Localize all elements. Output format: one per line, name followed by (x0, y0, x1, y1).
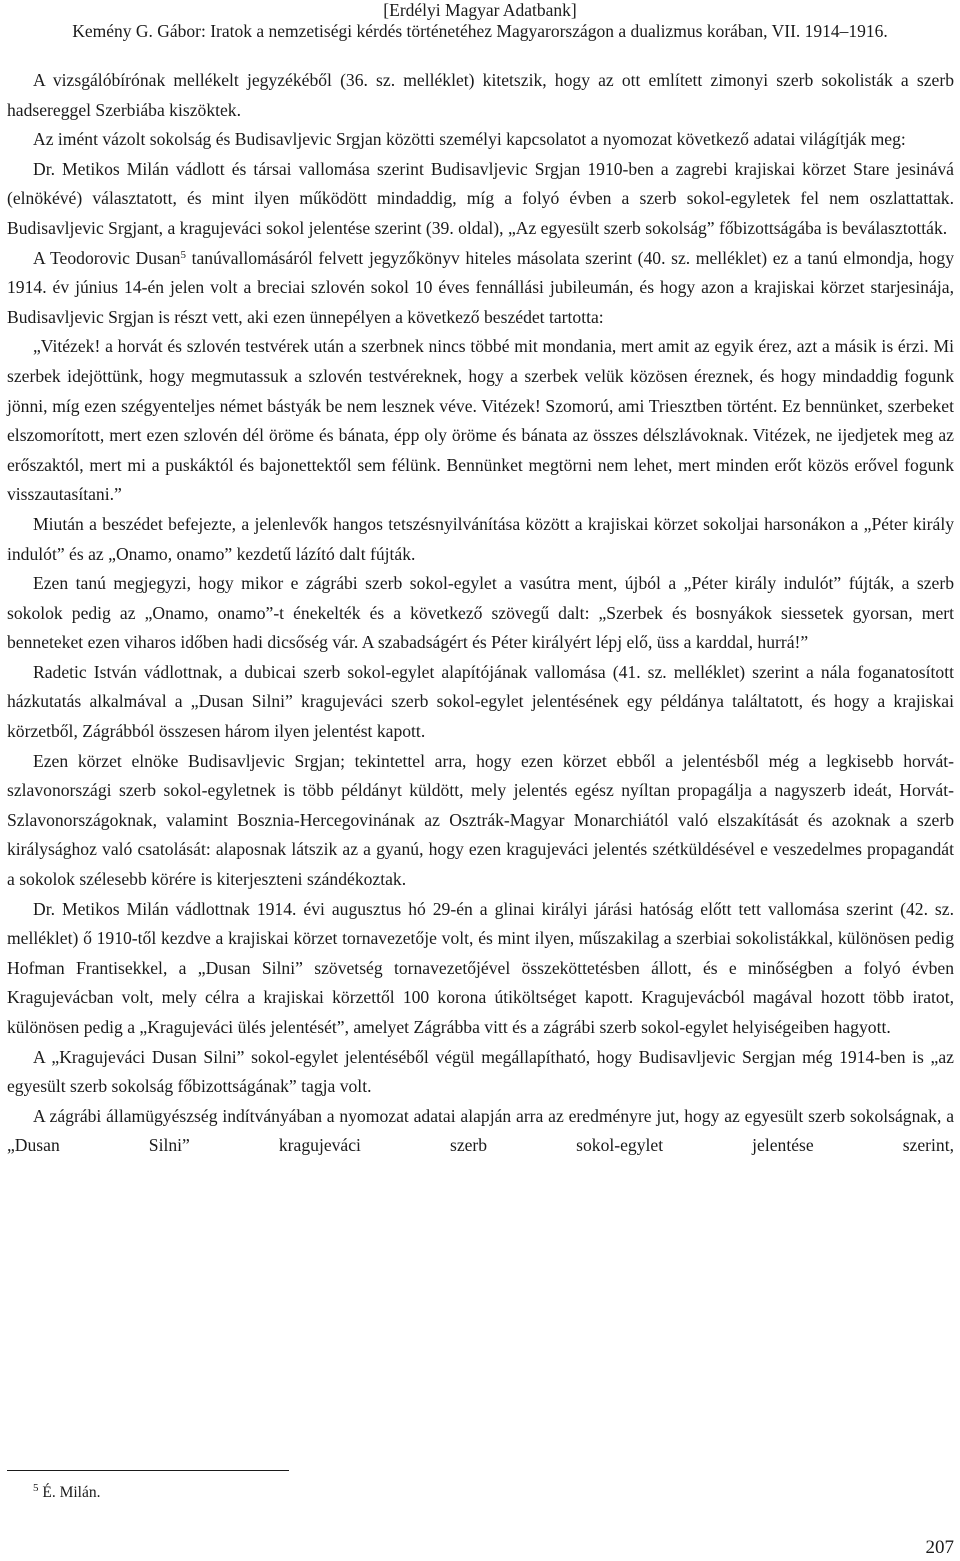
paragraph-text: tanúvallomásáról felvett jegyzőkönyv hiteles másolata szerint (40. sz. melléklet) ez a tanú elmondja, hogy 1914. év június 14-én jelen volt a breciai szlovén sokol 10 éves fennállási jubileumán, és hogy azon a krajiskai körzet starjesinája, Budisavljevic Srgjan is részt vett, aki ezen ünnepélyen a következő beszédet tartotta: (7, 247, 954, 327)
paragraph: „Vitézek! a horvát és szlovén testvérek után a szerbnek nincs többé mit mondania, mert amit az egyik érez, azt a másik is érzi. Mi szerbek idejöttünk, hogy megmutassuk a szlovén testvéreknek, hogy a szerbek velük közösen éreznek, és hogy mindaddig fogunk jönni, míg ezen szégyenteljes német bástyák be nem lesznek véve. Vitézek! Szomorú, ami Triesztben történt. Ez bennünket, szerbeket elszomorított, mert ezen szlovén dél öröme és bánata, épp oly öröme és bánata az összes délszlávoknak. Vitézek, ne ijedjetek meg az erőszaktól, mert mi a puskáktól és bajonettektől sem félünk. Bennünket megtörni nem lehet, mert minden erőt közös erővel fogunk visszautasítani.” (7, 336, 954, 505)
page-header (0, 0, 960, 42)
paragraph: Az imént vázolt sokolság és Budisavljevic Srgjan közötti személyi kapcsolatot a nyomozat következő adatai világítják meg: (33, 129, 906, 150)
paragraph: A zágrábi államügyészség indítványában a nyomozat adatai alapján arra az eredményre jut, hogy az egyesült szerb sokolságnak, a „Dusan Silni” kragujeváci szerb sokol-egylet jelentése szerint, (7, 1105, 954, 1156)
footnote-text: É. Milán. (42, 1484, 101, 1501)
paragraph: Dr. Metikos Milán vádlott és társai vallomása szerint Budisavljevic Srgjan 1910-ben a zagrebi krajiskai körzet Stare jesinává (elnökévé) választatott, és mint ilyen működött mindaddig, míg a folyó évben a szerb sokol-egyletek fel nem oszlattattak. Budisavljevic Srgjant, a kragujeváci sokol jelentése szerint (39. oldal), „Az egyesült szerb sokolság” főbizottságába is beválasztották. (7, 158, 954, 238)
paragraph: Miután a beszédet befejezte, a jelenlevők hangos tetszésnyilvánítása között a krajiskai körzet sokoljai harsonákon a „Péter király indulót” és az „Onamo, onamo” kezdetű lázító dalt fújták. (7, 513, 954, 564)
footnote-divider (7, 1470, 289, 1471)
document-body (7, 66, 954, 1161)
paragraph: Ezen körzet elnöke Budisavljevic Srgjan; tekintettel arra, hogy ezen körzet ebből a jelentésből még a legkisebb horvát-szlavonországi szerb sokol-egyletnek is több példányt küldött, mely jelentés egész nyíltan propagálja a nagyszerb ideát, Horvát-Szlavonországoknak, valamint Bosznia-Hercegovinának az Osztrák-Magyar Monarchiától való elszakítását és azoknak a szerb királysághoz való csatolását: alaposnak látszik az a gyanú, hogy ezen kragujeváci jelentés szétküldésével e veszedelmes propagandát a sokolok szélesebb körére is kiterjeszteni szándékoztak. (7, 750, 954, 890)
paragraph: A „Kragujeváci Dusan Silni” sokol-egylet jelentéséből végül megállapítható, hogy Budisavljevic Sergjan még 1914-ben is „az egyesült szerb sokolság főbizottságának” tagja volt. (7, 1046, 954, 1097)
paragraph: A vizsgálóbírónak mellékelt jegyzékéből (36. sz. melléklet) kitetszik, hogy az ott említett zimonyi szerb sokolisták a szerb hadsereggel Szerbiába kiszöktek. (7, 70, 954, 120)
header-source: [Erdélyi Magyar Adatbank] (383, 0, 577, 20)
paragraph: Dr. Metikos Milán vádlottnak 1914. évi augusztus hó 29-én a glinai királyi járási hatóság előtt tett vallomása szerint (42. sz. melléklet) ő 1910-től kezdve a krajiskai körzet tornavezetője volt, és mint ilyen, műszakilag a szerbiai sokolistákkal, különösen pedig Hofman Frantisekkel, a „Dusan Silni” szövetség tornavezetőjével összeköttetésben állott, és e minőségben a folyó évben Kragujevácban volt, mely célra a krajiskai körzettől 100 korona útiköltséget kapott. Kragujevácból magával hozott több iratot, különösen pedig a „Kragujeváci ülés jelentését”, amelyet Zágrábba vitt és a zágrábi szerb sokol-egylet helyiségeiben hagyott. (7, 898, 954, 1037)
paragraph-text: A Teodorovic Dusan (33, 247, 181, 268)
footnote-number: 5 (33, 1482, 39, 1494)
footnote (33, 1483, 101, 1503)
header-title: Kemény G. Gábor: Iratok a nemzetiségi kérdés történetéhez Magyarországon a dualizmus korában, VII. 1914–1916. (72, 21, 888, 41)
paragraph-teodorovic (7, 244, 954, 333)
paragraph: Ezen tanú megjegyzi, hogy mikor e zágrábi szerb sokol-egylet a vasútra ment, újból a „Péter király indulót” fújták, a szerb sokolok pedig az „Onamo, onamo”-t énekelték és a következő szövegű dalt: „Szerbek és bosnyákok siessetek gyorsan, mert benneteket ezen viharos időben hadi dicsőség vár. A szabadságért és Péter királyért lépj elő, üss a karddal, hurrá!” (7, 573, 954, 653)
page-number: 207 (925, 1537, 954, 1558)
paragraph: Radetic István vádlottnak, a dubicai szerb sokol-egylet alapítójának vallomása (41. sz. melléklet) szerint a nála foganatosított házkutatás alkalmával a „Dusan Silni” kragujeváci szerb sokol-egylet jelentésének egy példánya találtatott, és hogy a krajiskai körzetből, Zágrábból összesen három ilyen jelentést kapott. (7, 661, 954, 742)
footnote-ref: 5 (180, 248, 186, 261)
